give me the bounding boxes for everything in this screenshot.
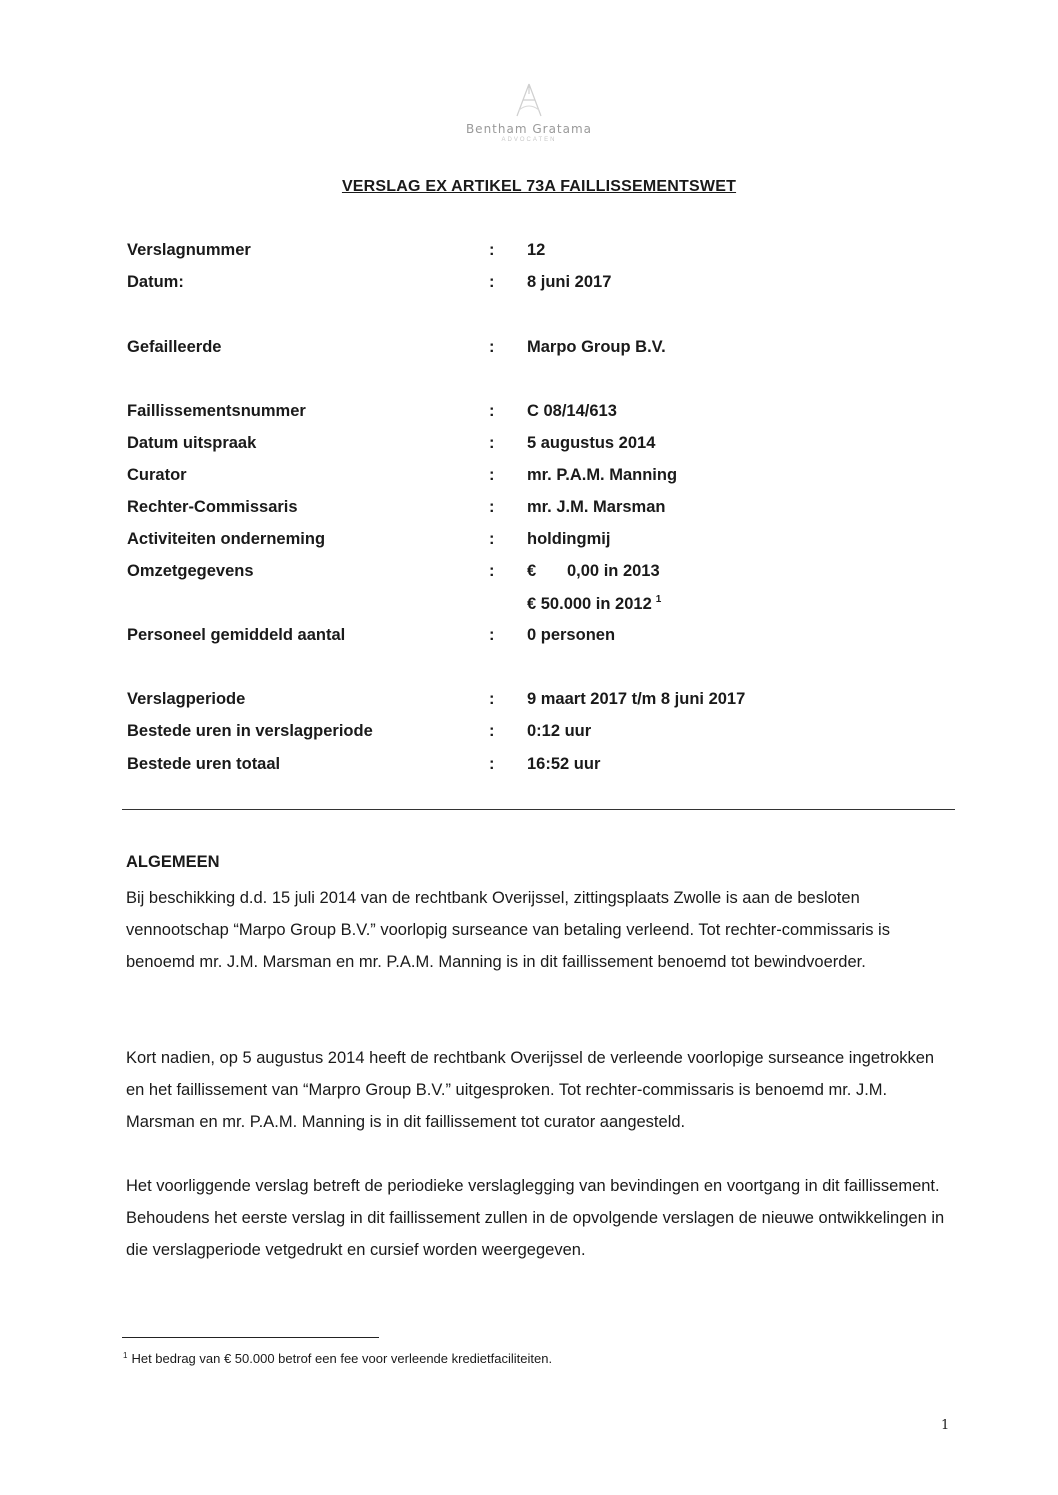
field-omzetgegevens xyxy=(127,562,927,586)
field-faillissementsnummer xyxy=(127,402,927,426)
field-value: 16:52 uur xyxy=(527,755,601,773)
field-colon: : xyxy=(489,402,495,420)
field-value: 0,00 in 2013 xyxy=(567,562,660,580)
field-value: 12 xyxy=(527,241,546,259)
section-heading: ALGEMEEN xyxy=(126,853,220,871)
field-label: Activiteiten onderneming xyxy=(127,530,326,548)
field-label: Bestede uren totaal xyxy=(127,755,281,773)
field-uren-verslagperiode xyxy=(127,722,927,746)
field-colon: : xyxy=(489,338,495,356)
field-colon: : xyxy=(489,273,495,291)
firm-logo xyxy=(0,80,1058,143)
footnote-marker: 1 xyxy=(123,1351,128,1360)
field-datum-uitspraak xyxy=(127,434,927,458)
field-label: Verslagperiode xyxy=(127,690,246,708)
field-colon: : xyxy=(489,722,495,740)
paragraph: Kort nadien, op 5 augustus 2014 heeft de rechtbank Overijssel de verleende voorlopige surseance ingetrokken en het faillissement van “Marpro Group B.V.” uitgesproken. Tot rechter-commissaris is benoemd mr. J.M. Marsman en mr. P.A.M. Manning is in dit faillissement tot curator aangesteld. xyxy=(126,1049,935,1131)
field-value: 0 personen xyxy=(527,626,616,644)
paragraph: Bij beschikking d.d. 15 juli 2014 van de rechtbank Overijssel, zittingsplaats Zwolle is aan de besloten vennootschap “Marpo Group B.V.” voorlopig surseance van betaling verleend. Tot rechter-commissaris is benoemd mr. J.M. Marsman en mr. P.A.M. Manning is in dit faillissement benoemd tot bewindvoerder. xyxy=(126,889,890,971)
field-colon: : xyxy=(489,434,495,452)
field-colon: : xyxy=(489,498,495,516)
field-curator xyxy=(127,466,927,490)
field-label: Datum uitspraak xyxy=(127,434,257,452)
field-label: Verslagnummer xyxy=(127,241,251,259)
field-colon: : xyxy=(489,466,495,484)
field-label: Gefailleerde xyxy=(127,338,222,356)
field-value: mr. P.A.M. Manning xyxy=(527,466,678,484)
field-datum xyxy=(127,273,927,297)
field-colon: : xyxy=(489,241,495,259)
field-verslagnummer xyxy=(127,241,927,265)
field-label: Bestede uren in verslagperiode xyxy=(127,722,373,740)
field-colon: : xyxy=(489,530,495,548)
field-label: Rechter-Commissaris xyxy=(127,498,298,516)
field-label: Faillissementsnummer xyxy=(127,402,306,420)
field-value: mr. J.M. Marsman xyxy=(527,498,666,516)
field-value: € 50.000 in 2012 xyxy=(527,595,652,613)
field-uren-totaal xyxy=(127,755,927,779)
field-rechter-commissaris xyxy=(127,498,927,522)
page-number: 1 xyxy=(941,1418,950,1433)
field-colon: : xyxy=(489,562,495,580)
field-value: 8 juni 2017 xyxy=(527,273,612,291)
field-gefailleerde xyxy=(127,338,927,362)
field-value: C 08/14/613 xyxy=(527,402,617,420)
field-label: Personeel gemiddeld aantal xyxy=(127,626,346,644)
field-value: 9 maart 2017 t/m 8 juni 2017 xyxy=(527,690,746,708)
logo-subtext: ADVOCATEN xyxy=(501,137,557,143)
document-title: VERSLAG EX ARTIKEL 73A FAILLISSEMENTSWET xyxy=(341,178,737,195)
section-divider xyxy=(122,809,955,810)
field-value-group xyxy=(527,562,660,581)
field-value-group xyxy=(527,594,661,614)
field-label: Curator xyxy=(127,466,187,484)
logo-mark-icon xyxy=(509,80,549,120)
field-omzetgegevens-2012 xyxy=(127,594,927,618)
footnote-separator xyxy=(122,1337,379,1338)
logo-text: Bentham Gratama xyxy=(465,122,593,136)
field-label: Datum: xyxy=(127,273,184,291)
field-colon: : xyxy=(489,626,495,644)
field-colon: : xyxy=(489,690,495,708)
field-value: holdingmij xyxy=(527,530,611,548)
field-verslagperiode xyxy=(127,690,927,714)
field-value: 5 augustus 2014 xyxy=(527,434,656,452)
footnote xyxy=(123,1351,552,1366)
field-personeel xyxy=(127,626,927,650)
footnote-text: Het bedrag van € 50.000 betrof een fee voor verleende kredietfaciliteiten. xyxy=(131,1351,553,1366)
footnote-reference: 1 xyxy=(655,594,662,605)
paragraph: Het voorliggende verslag betreft de periodieke verslaglegging van bevindingen en voortgang in dit faillissement. Behoudens het eerste verslag in dit faillissement zullen in de opvolgende verslagen de nieuwe ontwikkelingen in die verslagperiode vetgedrukt en cursief worden weergegeven. xyxy=(126,1177,945,1259)
field-value: Marpo Group B.V. xyxy=(527,338,666,356)
field-activiteiten xyxy=(127,530,927,554)
field-value: 0:12 uur xyxy=(527,722,592,740)
currency-symbol: € xyxy=(527,562,537,580)
field-label: Omzetgegevens xyxy=(127,562,254,580)
field-colon: : xyxy=(489,755,495,773)
